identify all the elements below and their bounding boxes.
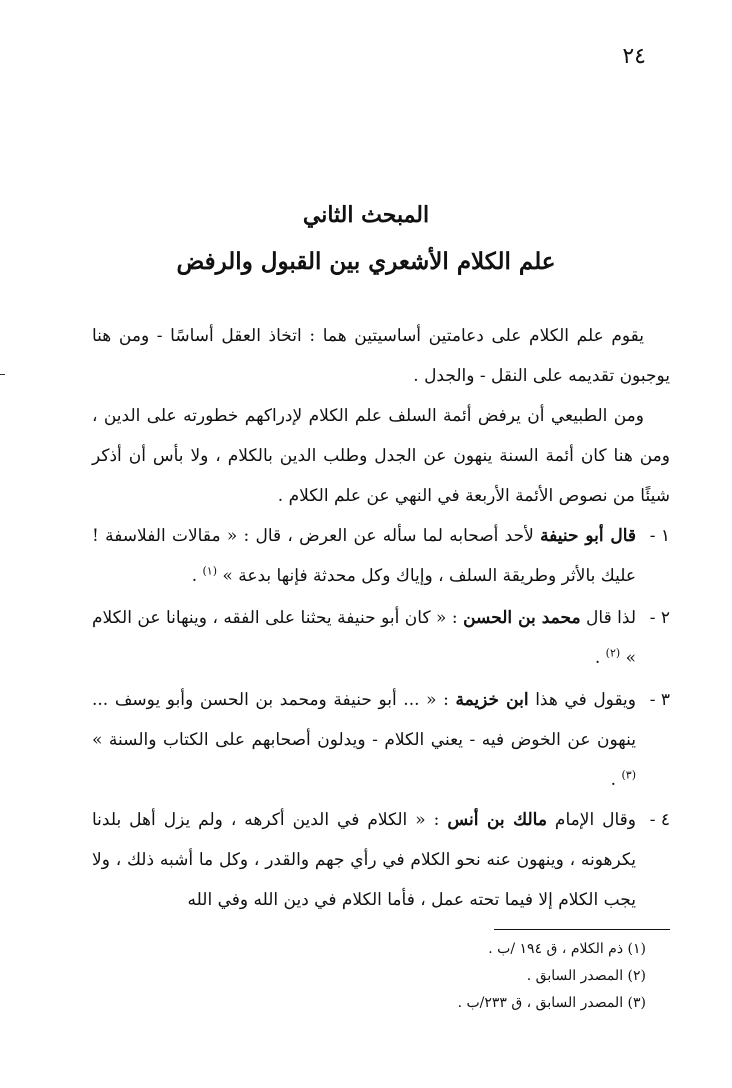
scholar-name: مالك بن أنس — [447, 810, 547, 830]
footnote: (٣) المصدر السابق ، ق ٢٣٣/ب . — [457, 995, 646, 1011]
scholar-name: ابن خزيمة — [455, 690, 529, 710]
margin-mark — [0, 374, 5, 375]
item-text — [92, 516, 636, 596]
footnote-ref: (١) — [202, 564, 218, 578]
item-pre: لذا قال — [580, 608, 637, 628]
list-item — [92, 800, 670, 920]
section-heading: المبحث الثاني — [302, 202, 430, 228]
item-pre: ويقول في هذا — [528, 690, 636, 710]
page-number: ٢٤ — [622, 44, 646, 69]
item-quote: : « ... أبو حنيفة ومحمد بن الحسن وأبو يوسف ... ينهون عن الخوض فيه - يعني الكلام - ويدلون أصحابهم على الكتاب والسنة » — [92, 690, 636, 750]
item-end: . — [610, 770, 622, 790]
footnote-ref: (٣) — [621, 768, 636, 782]
item-number: ٣ - — [649, 690, 670, 710]
item-quote: : « كان أبو حنيفة يحثنا على الفقه ، وينهانا عن الكلام » — [92, 608, 636, 668]
chapter-title: علم الكلام الأشعري بين القبول والرفض — [176, 248, 556, 275]
paragraph-1: يقوم علم الكلام على دعامتين أساسيتين هما : اتخاذ العقل أساسًا - ومن هنا يوجبون تقديمه على النقل - والجدل . — [92, 326, 670, 386]
item-end: . — [191, 566, 203, 586]
item-quote: لأحد أصحابه لما سأله عن العرض ، قال : « مقالات الفلاسفة ! عليك بالأثر وطريقة السلف ، وإياك وكل محدثة فإنها بدعة » — [92, 526, 636, 586]
item-pre: وقال الإمام — [546, 810, 637, 830]
list-item — [92, 598, 670, 678]
scholar-name: محمد بن الحسن — [463, 608, 581, 628]
item-text — [92, 680, 636, 800]
item-number: ١ - — [649, 526, 670, 546]
footnote-divider — [494, 929, 670, 930]
paragraph-2: ومن الطبيعي أن يرفض أئمة السلف علم الكلام لإدراكهم خطورته على الدين ، ومن هنا كان أئمة السنة ينهون عن الجدل وطلب الدين بالكلام ، ولا بأس أن أذكر شيئًا من نصوص الأئمة الأربعة في النهي عن علم الكلام . — [92, 406, 670, 506]
item-text — [92, 800, 636, 920]
item-number: ٢ - — [649, 608, 670, 628]
footnotes — [200, 936, 646, 1017]
item-number: ٤ - — [649, 810, 670, 830]
item-end: . — [594, 648, 606, 668]
list-item — [92, 680, 670, 800]
footnote: (١) ذم الكلام ، ق ١٩٤ /ب . — [488, 941, 646, 957]
item-text — [92, 598, 636, 678]
item-quote: : « الكلام في الدين أكرهه ، ولم يزل أهل بلدنا يكرهونه ، وينهون عنه نحو الكلام في رأي جهم والقدر ، وكل ما أشبه ذلك ، ولا يجب الكلام إلا فيما تحته عمل ، فأما الكلام في دين الله وفي الله — [92, 810, 636, 910]
footnote-ref: (٢) — [605, 646, 621, 660]
list-item — [92, 516, 670, 596]
scholar-name: قال أبو حنيفة — [540, 526, 636, 546]
footnote: (٢) المصدر السابق . — [526, 968, 646, 984]
